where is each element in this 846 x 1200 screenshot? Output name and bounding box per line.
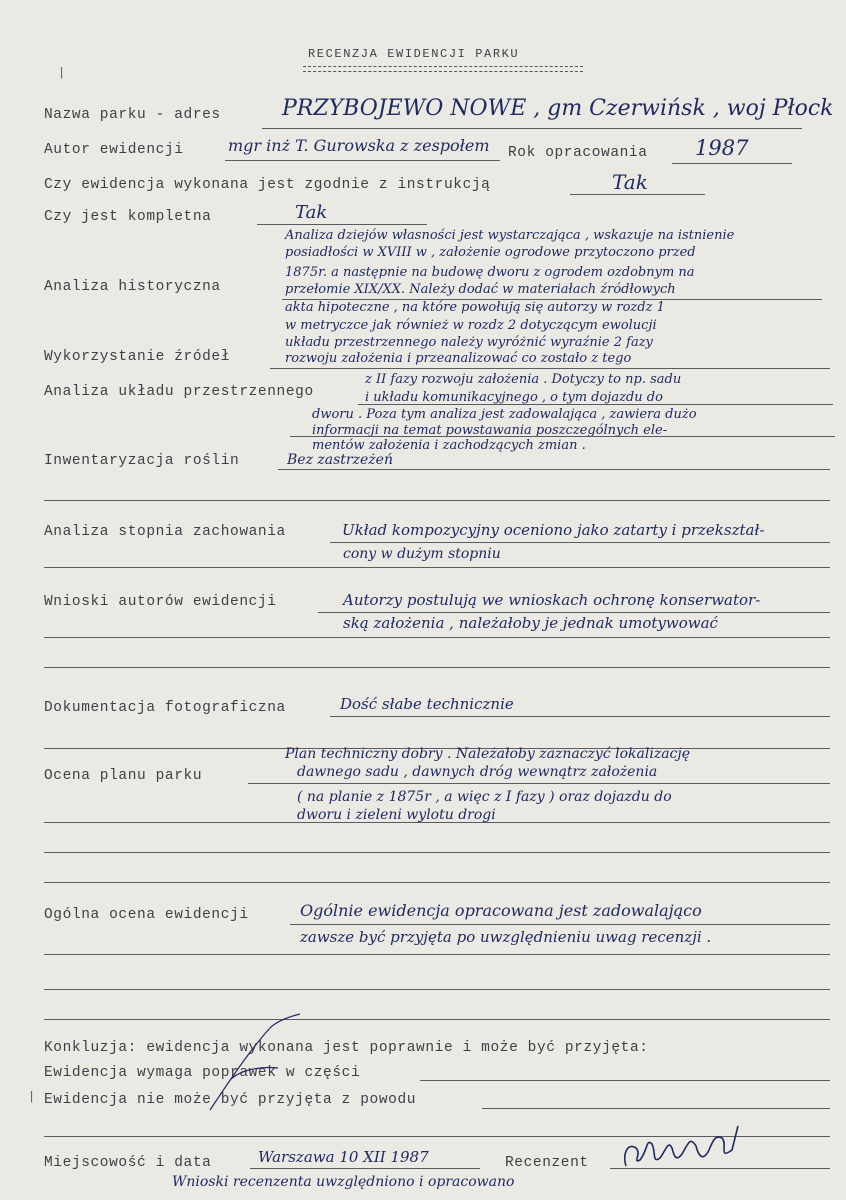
general-line-1: Ogólnie ewidencja opracowana jest zadowalająco — [300, 901, 702, 920]
sources-line — [270, 368, 830, 369]
sources-line-3: rozwoju założenia i przeanalizować co zostało z tego — [285, 351, 632, 366]
spatial-rule-1 — [358, 404, 833, 405]
conclusions-rule-1 — [318, 612, 830, 613]
field-author-line — [225, 160, 500, 161]
photo-rule-1 — [330, 716, 830, 717]
field-instruction-label: Czy ewidencja wykonana jest zgodnie z instrukcją — [44, 177, 491, 193]
general-rule-3 — [44, 989, 830, 990]
plan-rule-4 — [44, 882, 830, 883]
plan-rule-1 — [248, 783, 830, 784]
inventory-rule-2 — [44, 500, 830, 501]
place-date-value: Warszawa 10 XII 1987 — [258, 1148, 429, 1166]
field-year-value: 1987 — [695, 136, 749, 160]
conclusion-rule-1 — [420, 1080, 830, 1081]
preservation-rule-1 — [330, 542, 830, 543]
spatial-line-2: i układu komunikacyjnego , o tym dojazdu do — [365, 390, 663, 405]
plan-line-3: ( na planie z 1875r , a więc z I fazy ) oraz dojazdu do — [297, 789, 672, 805]
spatial-line-5: mentów założenia i zachodzących zmian . — [312, 438, 586, 453]
reviewer-signature — [618, 1120, 748, 1175]
general-rule-2 — [44, 954, 830, 955]
inventory-rule-1 — [278, 469, 830, 470]
plan-line-2: dawnego sadu , dawnych dróg wewnątrz założenia — [297, 764, 658, 780]
field-complete-line — [257, 224, 427, 225]
preservation-line-2: cony w dużym stopniu — [343, 546, 501, 562]
historical-line-4: przełomie XIX/XX. Należy dodać w materiałach źródłowych — [285, 282, 676, 297]
field-plan-label: Ocena planu parku — [44, 768, 203, 784]
field-complete-label: Czy jest kompletna — [44, 209, 212, 225]
field-year-label: Rok opracowania — [508, 145, 648, 161]
sources-line-1: w metryczce jak również w rozdz 2 dotyczącym ewolucji — [285, 318, 657, 333]
field-spatial-label: Analiza układu przestrzennego — [44, 384, 314, 400]
initials-mark — [200, 1010, 310, 1120]
general-rule-4 — [44, 1019, 830, 1020]
field-name-value: PRZYBOJEWO NOWE , gm Czerwińsk , woj Płock — [282, 96, 834, 121]
spatial-line-1: z II fazy rozwoju założenia . Dotyczy to np. sadu — [365, 372, 682, 387]
reviewer-label: Recenzent — [505, 1155, 589, 1171]
conclusions-rule-3 — [44, 667, 830, 668]
margin-mark: | — [58, 66, 66, 80]
margin-mark: | — [28, 1090, 36, 1104]
historical-line-5: akta hipoteczne , na które powołują się autorzy w rozdz 1 — [285, 300, 665, 315]
historical-line-3: 1875r. a następnie na budowę dworu z ogrodem ozdobnym na — [285, 265, 695, 280]
field-general-label: Ogólna ocena ewidencji — [44, 907, 249, 923]
general-rule-1 — [290, 924, 830, 925]
field-complete-value: Tak — [295, 202, 328, 223]
field-name-line — [262, 128, 802, 129]
field-name-label: Nazwa parku - adres — [44, 107, 221, 123]
field-instruction-line — [570, 194, 705, 195]
field-author-value: mgr inż T. Gurowska z zespołem — [228, 136, 490, 155]
historical-line-2: posiadłości w XVIII w , założenie ogrodowe przytoczono przed — [285, 245, 696, 260]
conclusion-rule-2 — [482, 1108, 830, 1109]
conclusions-rule-2 — [44, 637, 830, 638]
spatial-line-4: informacji na temat powstawania poszczególnych ele- — [312, 423, 668, 438]
field-sources-label: Wykorzystanie źródeł — [44, 349, 231, 365]
sources-line-2: układu przestrzennego należy wyróżnić wyraźnie 2 fazy — [285, 335, 653, 350]
footer-note: Wnioski recenzenta uwzględniono i opracowano — [172, 1174, 515, 1190]
conclusions-line-2: ską założenia , należałoby je jednak umotywować — [343, 614, 718, 632]
field-year-line — [672, 163, 792, 164]
plan-line-4: dworu i zieleni wylotu drogi — [297, 807, 496, 823]
field-photo-value: Dość słabe technicznie — [340, 695, 514, 713]
general-line-2: zawsze być przyjęta po uwzględnieniu uwag recenzji . — [300, 928, 712, 946]
field-photo-label: Dokumentacja fotograficzna — [44, 700, 286, 716]
plan-rule-3 — [44, 852, 830, 853]
spatial-rule-2 — [290, 436, 835, 437]
field-inventory-value: Bez zastrzeżeń — [287, 452, 393, 468]
historical-line-1: Analiza dziejów własności jest wystarczająca , wskazuje na istnienie — [285, 228, 735, 243]
conclusion-option-2: Ewidencja wymaga poprawek w części — [44, 1065, 361, 1081]
conclusions-line-1: Autorzy postulują we wnioskach ochronę konserwator- — [343, 591, 761, 609]
plan-rule-2 — [44, 822, 830, 823]
spatial-line-3: dworu . Poza tym analiza jest zadowalająca , zawiera dużo — [312, 407, 697, 422]
field-conclusions-label: Wnioski autorów ewidencji — [44, 594, 277, 610]
preservation-line-1: Układ kompozycyjny oceniono jako zatarty i przekształ- — [342, 521, 765, 539]
field-historical-label: Analiza historyczna — [44, 279, 221, 295]
field-inventory-label: Inwentaryzacja roślin — [44, 453, 240, 469]
field-author-label: Autor ewidencji — [44, 142, 184, 158]
field-preservation-label: Analiza stopnia zachowania — [44, 524, 286, 540]
place-date-rule — [250, 1168, 480, 1169]
field-instruction-value: Tak — [612, 170, 648, 194]
place-date-label: Miejscowość i data — [44, 1155, 212, 1171]
conclusion-option-1: Konkluzja: ewidencja wykonana jest poprawnie i może być przyjęta: — [44, 1040, 649, 1056]
title-underline — [303, 66, 583, 72]
plan-line-1: Plan techniczny dobry . Należałoby zaznaczyć lokalizację — [285, 746, 691, 762]
conclusion-option-3: Ewidencja nie może być przyjęta z powodu — [44, 1092, 417, 1108]
page-title: RECENZJA EWIDENCJI PARKU — [308, 47, 520, 61]
preservation-rule-2 — [44, 567, 830, 568]
